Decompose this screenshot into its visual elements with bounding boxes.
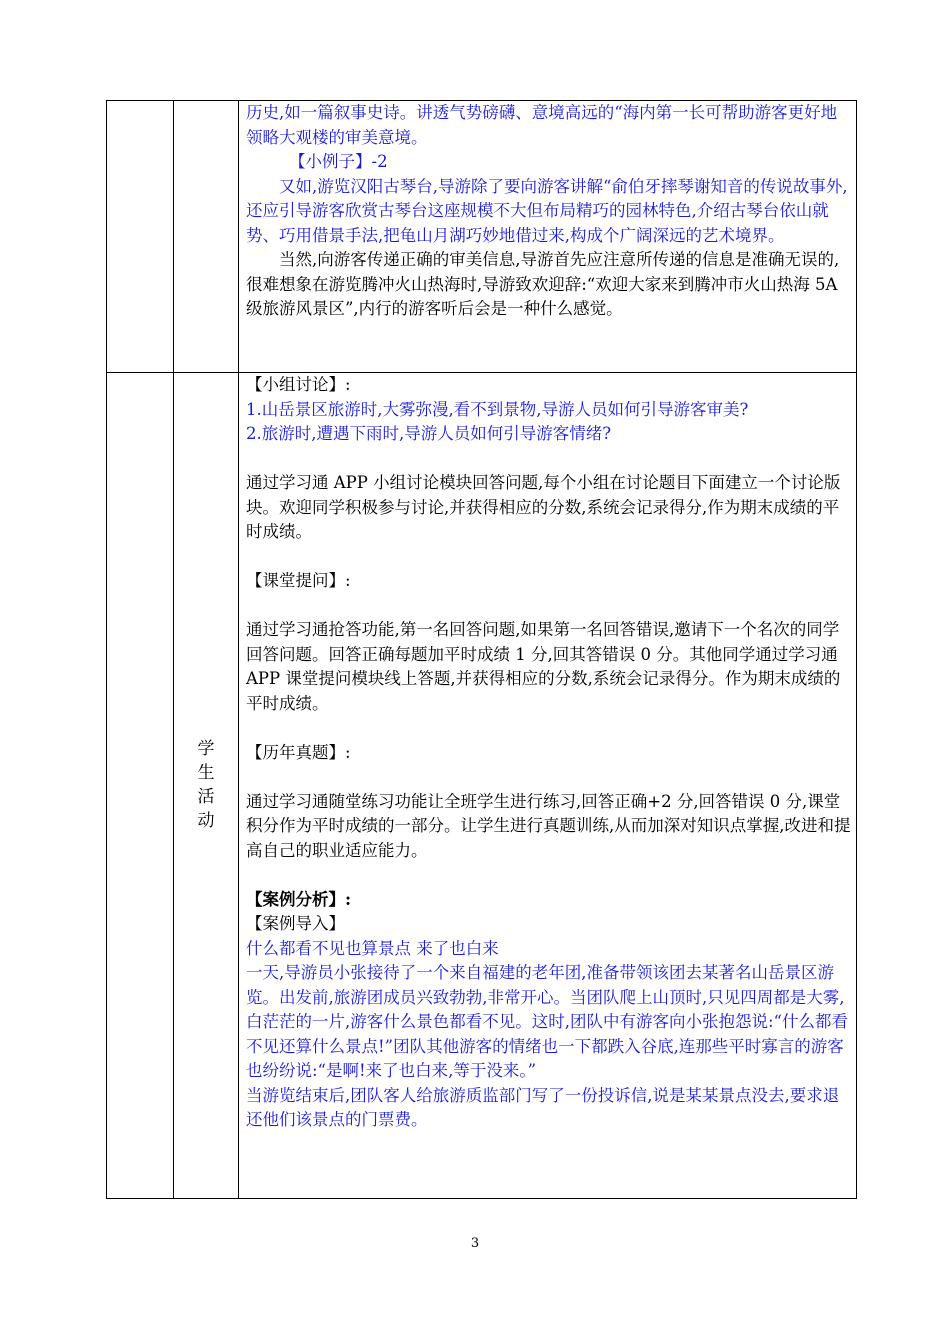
row-label-char: 动: [197, 811, 215, 831]
paragraph: 通过学习通抢答功能,第一名回答问题,如果第一名回答错误,邀请下一个名次的同学回答问题。回答正确每题加平时成绩 1 分,回其答错误 0 分。其他同学通过学习通 APP 课堂提问模块线上答题,并获得相应的分数,系统会记录得分。作为期末成绩的平时成绩。: [246, 620, 841, 713]
empty-cell: [174, 101, 239, 373]
paragraph: 历史,如一篇叙事史诗。讲透气势磅礴、意境高远的“海内第一长可帮助游客更好地领略大观楼的审美意境。: [246, 103, 838, 147]
discussion-question: 2.旅游时,遭遇下雨时,导游人员如何引导游客情绪?: [246, 424, 612, 443]
section-title: 【课堂提问】:: [246, 571, 351, 590]
case-body: 一天,导游员小张接待了一个来自福建的老年团,准备带领该团去某著名山岳景区游览。出发前,旅游团成员兴致勃勃,非常开心。当团队爬上山顶时,只见四周都是大雾,白茫茫的一片,游客什么景色都看不见。这时,团队中有游客向小张抱怨说:“什么都看不见还算什么景点!”团队其他游客的情绪也一下都跌入谷底,连那些平时寡言的游客也纷纷说:“是啊!来了也白来,等于没来。”: [246, 963, 848, 1080]
content-cell: [239, 373, 857, 1199]
empty-cell: [107, 101, 174, 373]
table-row: [107, 101, 857, 373]
case-intro-label: 【案例导入】: [246, 914, 345, 933]
table-row: [107, 373, 857, 1199]
section-title: 【案例分析】:: [246, 889, 352, 909]
case-body: 当游览结束后,团队客人给旅游质监部门写了一份投诉信,说是某某景点没去,要求退还他们该景点的门票费。: [246, 1085, 840, 1129]
content-cell: [239, 101, 857, 373]
row-label-char: 学: [197, 739, 215, 759]
row-label-cell: [174, 373, 239, 1199]
row-label-char: 活: [197, 787, 215, 807]
paragraph: 当然,向游客传递正确的审美信息,导游首先应注意所传递的信息是准确无误的,很难想象在游览腾冲火山热海时,导游致欢迎辞:“欢迎大家来到腾冲市火山热海 5A 级旅游风景区”,内行的游客听后会是一种什么感觉。: [246, 250, 840, 318]
paragraph: 通过学习通随堂练习功能让全班学生进行练习,回答正确+2 分,回答错误 0 分,课堂积分作为平时成绩的一部分。让学生进行真题训练,从而加深对知识点掌握,改进和提高自己的职业适应能力。: [246, 791, 851, 860]
discussion-question: 1.山岳景区旅游时,大雾弥漫,看不到景物,导游人员如何引导游客审美?: [246, 399, 749, 419]
section-title: 【历年真题】:: [246, 742, 351, 762]
paragraph: 通过学习通 APP 小组讨论模块回答问题,每个小组在讨论题目下面建立一个讨论版块。欢迎同学积极参与讨论,并获得相应的分数,系统会记录得分,作为期末成绩的平时成绩。: [246, 473, 841, 541]
case-heading: 什么都看不见也算景点 来了也白来: [246, 938, 499, 958]
example-label: 【小例子】-2: [289, 152, 388, 171]
paragraph: 又如,游览汉阳古琴台,导游除了要向游客讲解“俞伯牙摔琴谢知音的传说故事外,还应引导游客欣赏古琴台这座规模不大但布局精巧的园林特色,介绍古琴台依山就势、巧用借景手法,把龟山月湖巧妙地借过来,构成个广阔深远的艺术境界。: [246, 176, 848, 245]
row-label-char: 生: [197, 763, 215, 783]
section-title: 【小组讨论】:: [246, 375, 351, 394]
empty-cell: [107, 373, 174, 1199]
page-number: 3: [470, 1236, 480, 1251]
lesson-table: [106, 100, 857, 1199]
